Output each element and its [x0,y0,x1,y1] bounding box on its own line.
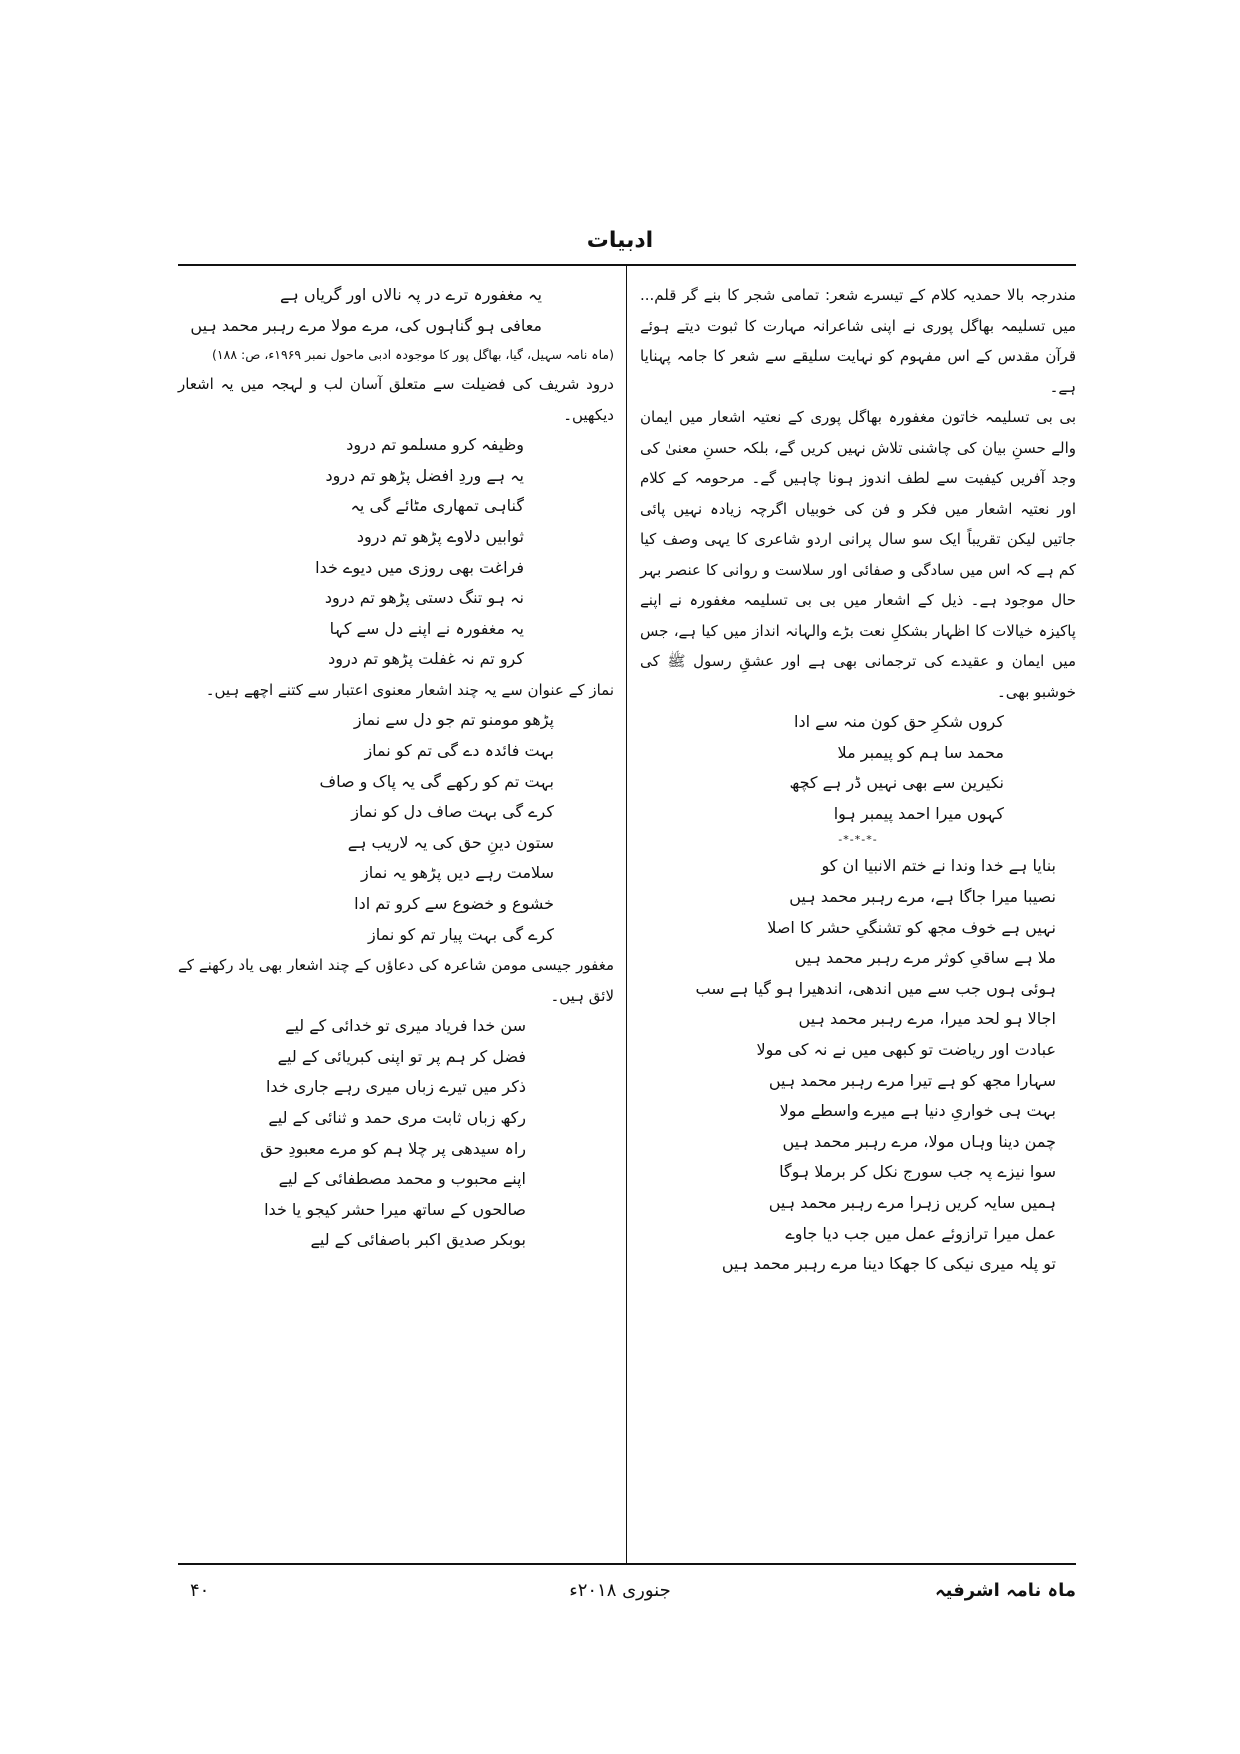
verse-line: خشوع و خضوع سے کرو تم ادا [354,894,554,913]
column-divider [626,264,627,1563]
verse-line: تو پلہ میری نیکی کا جھکا دینا مرے رہبر محمد ہیں [721,1254,1056,1274]
verse-line: کرے گی بہت صاف دل کو نماز [351,802,554,822]
verse-naat-short [640,707,1076,829]
verse-line: کرو تم نہ غفلت پڑھو تم درود [328,649,524,669]
verse-line: نہ ہو تنگ دستی پڑھو تم درود [324,588,524,608]
section-title: ادبیات [586,228,654,253]
verse-line: ہوئی ہوں جب سے میں اندھی، اندھیرا ہو گیا ہے سب [695,978,1056,998]
durood-intro-paragraph: درود شریف کی فضیلت سے متعلق آسان لب و لہجہ میں یہ اشعار دیکھیں۔ [178,375,614,424]
verse-line: یہ مغفورہ ترے در پہ نالاں اور گریاں ہے [280,285,542,304]
verse-line: ستون دینِ حق کی یہ لاریب ہے [347,832,554,852]
verse-line: نکیرین سے بھی نہیں ڈر ہے کچھ [789,773,1004,793]
verse-line: رکھ زباں ثابت مری حمد و ثنائی کے لیے [268,1107,526,1127]
verse-line: فراغت بھی روزی میں دیوے خدا [315,557,524,577]
verse-line: بہت ہی خواریِ دنیا ہے میرے واسطے مولا [779,1101,1056,1121]
verse-line: کہوں میرا احمد پیمبر ہوا [833,803,1004,823]
verse-line: فضل کر ہم پر تو اپنی کبریائی کے لیے [277,1046,526,1066]
verse-line: گناہی تمھاری مٹائے گی یہ [350,496,524,516]
verse-line: بہت فائدہ دے گی تم کو نماز [364,741,554,761]
right-column [640,280,1076,1280]
verse-line: ملا ہے ساقیِ کوثر مرے رہبر محمد ہیں [794,948,1056,968]
dua-intro-paragraph: مغفور جیسی مومن شاعرہ کی دعاؤں کے چند اشعار بھی یاد رکھنے کے لائق ہیں۔ [178,956,614,1005]
verse-line: محمد سا ہم کو پیمبر ملا [837,742,1004,762]
verse-line: ثوابیں دلاوے پڑھو تم درود [356,526,524,546]
verse-line: سن خدا فریاد میری تو خدائی کے لیے [285,1016,526,1036]
verse-line: عبادت اور ریاضت تو کبھی میں نے نہ کی مولا [756,1039,1056,1059]
verse-line: اپنے محبوب و محمد مصطفائی کے لیے [278,1169,526,1189]
citation: (ماہ نامہ سہیل، گیا، بھاگل پور کا موجودہ ادبی ماحول نمبر ۱۹۶۹ء، ص: ۱۸۸) [212,347,614,363]
verse-line: عمل میرا ترازوئے عمل میں جب دیا جاوے [785,1223,1056,1243]
verse-naat-long [640,851,1076,1279]
verse-dua [178,1011,614,1256]
left-column [178,280,614,1256]
verse-line: یہ مغفورہ نے اپنے دل سے کہا [329,618,524,638]
page-number: ۴۰ [190,1580,210,1601]
verse-line: کرے گی بہت پیار تم کو نماز [368,924,554,944]
verse-durood [178,430,614,675]
verse-line: ذکر میں تیرے زباں میری رہے جاری خدا [265,1077,526,1097]
verse-line: وظیفہ کرو مسلمو تم درود [346,435,524,455]
verse-line: سلامت رہے دیں پڑھو یہ نماز [360,863,554,883]
magazine-name: ماہ نامہ اشرفیہ [935,1580,1076,1601]
verse-line: کروں شکرِ حق کون منہ سے ادا [794,712,1004,731]
verse-line: نصیبا میرا جاگا ہے، مرے رہبر محمد ہیں [789,886,1056,906]
verse-line: بہت تم کو رکھے گی یہ پاک و صاف [319,771,554,791]
verse-line: نہیں ہے خوف مجھ کو تشنگیِ حشر کا اصلا [767,917,1056,937]
verse-line: پڑھو مومنو تم جو دل سے نماز [353,710,554,730]
verse-line: سہارا مجھ کو ہے تیرا مرے رہبر محمد ہیں [768,1070,1056,1090]
verse-line: چمن دینا وہاں مولا، مرے رہبر محمد ہیں [782,1131,1056,1151]
issue-date: جنوری ۲۰۱۸ء [569,1580,671,1601]
section-separator: -*-*-*- [838,833,878,847]
verse-line: اجالا ہو لحد میرا، مرے رہبر محمد ہیں [798,1009,1056,1029]
verse-line: ہمیں سایہ کریں زہرا مرے رہبر محمد ہیں [768,1192,1056,1212]
verse-closing [178,280,614,341]
header-rule [178,264,1076,266]
verse-namaz [178,705,614,950]
namaz-intro-paragraph: نماز کے عنوان سے یہ چند اشعار معنوی اعتبار سے کتنے اچھے ہیں۔ [205,680,614,699]
intro-paragraph: مندرجہ بالا حمدیہ کلام کے تیسرے شعر: تمامی شجر کا بنے گر قلم... میں تسلیمہ بھاگل پوری نے اپنی شاعرانہ مہارت کا ثبوت دیتے ہوئے قرآن مقدس کے اس مفہوم کو نہایت سلیقے سے شعر کا جامہ پہنایا ہے۔ [640,286,1076,396]
verse-line: یہ ہے وردِ افضل پڑھو تم درود [325,465,524,485]
verse-line: بوبکر صدیق اکبر باصفائی کے لیے [310,1230,526,1250]
naat-intro-paragraph: بی بی تسلیمہ خاتون مغفورہ بھاگل پوری کے نعتیہ اشعار میں ایمان والے حسنِ بیان کی چاشنی تلاش نہیں کریں گے، بلکہ حسنِ معنیٰ کی وجد آفریں کیفیت سے لطف اندوز ہونا چاہیں گے۔ مرحومہ کے کلام اور نعتیہ اشعار میں فکر و فن کی خوبیاں اگرچہ زیادہ نہیں پائی جاتیں لیکن تقریباً ایک سو سال پرانی اردو شاعری کا یہی وصف کیا کم ہے کہ اس میں سادگی و صفائی اور سلاست و روانی کا عنصر بہر حال موجود ہے۔ ذیل کے اشعار میں بی بی تسلیمہ مغفورہ نے اپنے پاکیزہ خیالات کا اظہار بشکلِ نعت بڑے والہانہ انداز میں کیا ہے، جس میں ایمان و عقیدے کی ترجمانی بھی ہے اور عشقِ رسول ﷺ کی خوشبو بھی۔ [640,408,1076,701]
verse-line: راہ سیدھی پر چلا ہم کو مرے معبودِ حق [260,1138,526,1158]
verse-line: صالحوں کے ساتھ میرا حشر کیجو یا خدا [264,1199,526,1219]
verse-line: معافی ہو گناہوں کی، مرے مولا مرے رہبر محمد ہیں [190,315,542,335]
verse-line: بنایا ہے خدا وندا نے ختم الانبیا ان کو [821,856,1056,876]
footer-rule [178,1563,1076,1565]
verse-line: سوا نیزے پہ جب سورج نکل کر برملا ہوگا [779,1162,1056,1182]
